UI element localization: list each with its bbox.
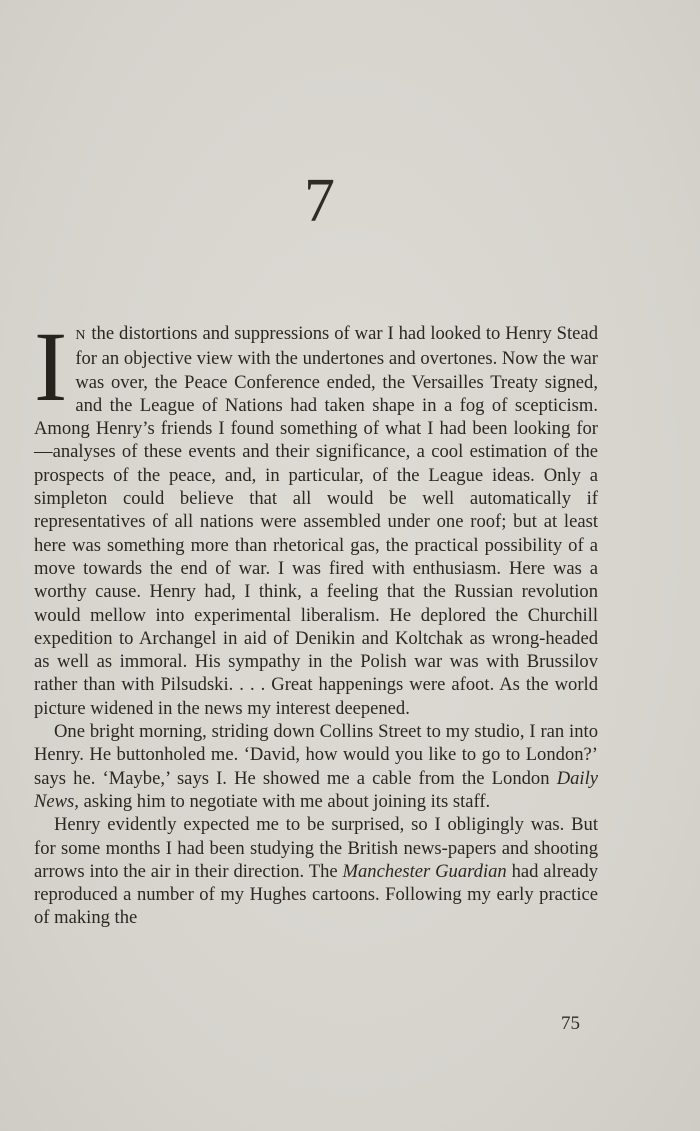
paragraph-1-text: the distortions and suppressions of war I had looked to Henry Stead for an objective view with the undertones and overtones. Now the war was over, the Peace Conference ended, the Versailles Treaty signed, and the League of Nations had taken shape in a fog of scepticism. Among Henry’s friends I found something of what I had been looking for—analyses of these events and their significance, a cool estimation of the prospects of the peace, and, in particular, of the League ideas. Only a simpleton could believe that all would be well automatically if representatives of all nations were assembled under one roof; but at least here was something more than rhetorical gas, the practical possibility of a move towards the end of war. I was fired with enthusiasm. Here was a worthy cause. Henry had, I think, a feeling that the Russian revolution would mellow into experimental liberalism. He deplored the Churchill expedition to Archangel in aid of Denikin and Koltchak as wrong-headed as well as immoral. His sympathy in the Polish war was with Brussilov rather than with Pilsudski. . . . Great happenings were afoot. As the world picture widened in the news my interest deepened.: [34, 323, 598, 719]
paragraph-3-text-before: Henry evidently expected me to be surprised, so I obligingly was. But for some months I had been studying the British news-papers and shooting arrows into the air in their direction. The: [34, 814, 598, 882]
lead-smallcaps: N: [75, 328, 87, 343]
paragraph-3-text-after: had already reproduced a number of my Hughes cartoons. Following my early practice of making the: [34, 860, 598, 929]
paragraph-2-text-after: asking him to negotiate with me about joining its staff.: [78, 790, 491, 812]
paragraph-2-italic: Daily News,: [34, 767, 598, 812]
paragraph-2: [34, 720, 598, 813]
paragraph-2-text-before: One bright morning, striding down Collins Street to my studio, I ran into Henry. He buttonholed me. ‘David, how would you like to go to London?’ says he. ‘Maybe,’ says I. He showed me a cable from the London: [34, 721, 598, 789]
paragraph-3: [34, 813, 598, 929]
body-text: [34, 311, 598, 930]
paragraph-3-italic: Manchester Guardian: [342, 860, 507, 882]
drop-cap: I: [34, 311, 68, 422]
paragraph-1: [34, 311, 598, 720]
chapter-number: 7: [304, 167, 336, 235]
page-number: 75: [561, 1013, 580, 1034]
